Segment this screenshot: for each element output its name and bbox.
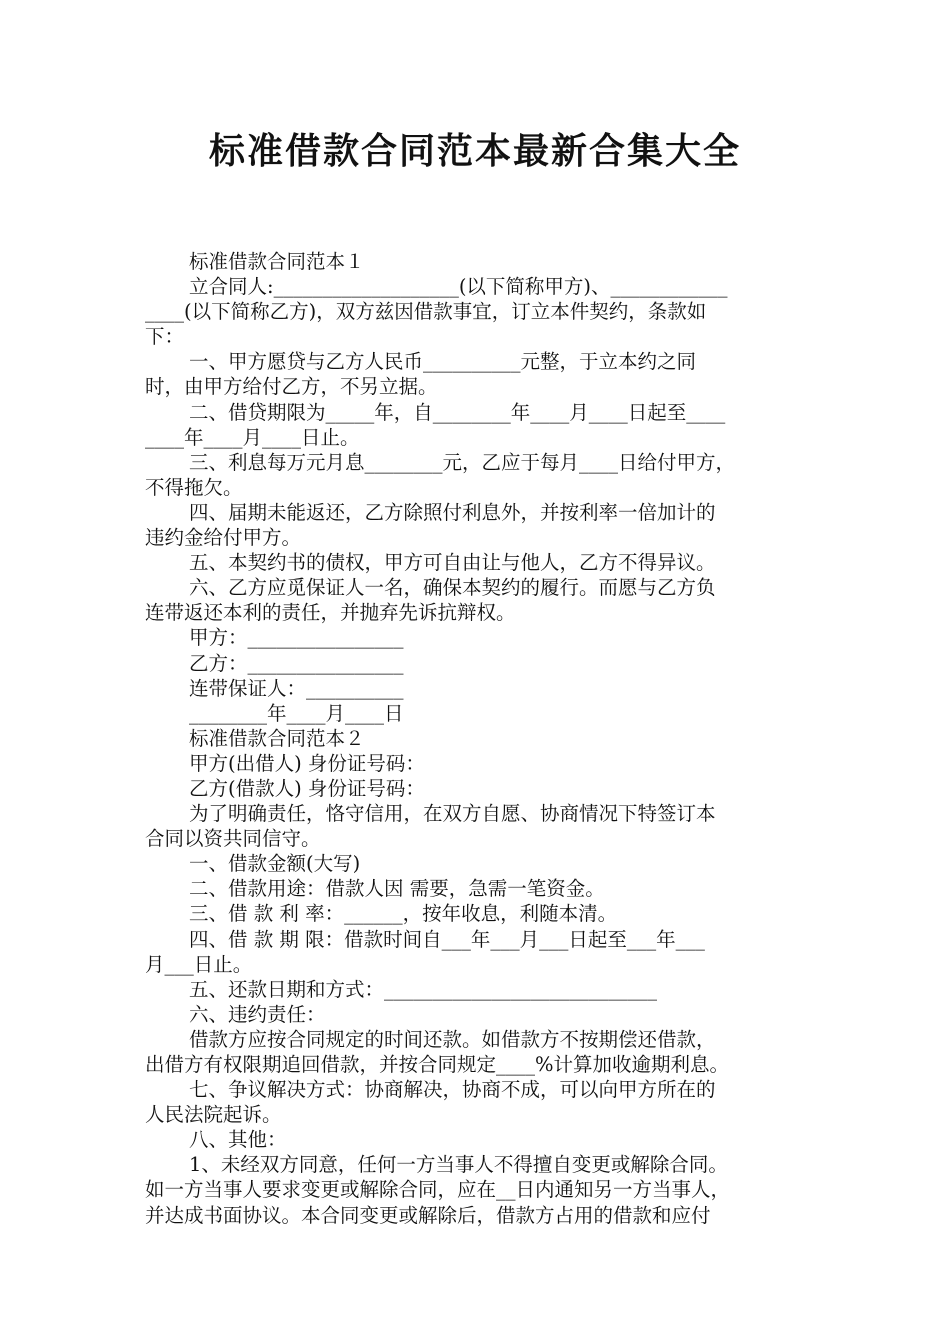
document-line: 立合同人:___________________(以下简称甲方)、____________ xyxy=(189,275,728,299)
document-line: 连带保证人：__________ xyxy=(189,676,404,700)
document-line: 三、利息每万元月息________元，乙应于每月____日给付甲方， xyxy=(189,450,736,474)
document-line: 五、本契约书的债权，甲方可自由让与他人，乙方不得异议。 xyxy=(189,551,716,575)
document-line: 乙方：________________ xyxy=(189,651,404,675)
document-line: 出借方有权限期追回借款，并按合同规定____%计算加收逾期利息。 xyxy=(145,1053,730,1076)
document-line: 甲方：________________ xyxy=(189,626,404,650)
document-line: 乙方(借款人) 身份证号码： xyxy=(189,776,425,800)
document-line: ________年____月____日 xyxy=(189,701,404,725)
document-body xyxy=(145,249,813,1228)
document-line: 一、借款金额(大写) xyxy=(189,852,361,876)
document-line: 一、甲方愿贷与乙方人民币__________元整，于立本约之同 xyxy=(189,350,697,374)
document-line: 借款方应按合同规定的时间还款。如借款方不按期偿还借款， xyxy=(189,1027,716,1051)
document-line: 八、其他： xyxy=(189,1128,287,1152)
document-line: 并达成书面协议。本合同变更或解除后，借款方占用的借款和应付 xyxy=(145,1203,711,1227)
document-line: 为了明确责任，恪守信用，在双方自愿、协商情况下特签订本 xyxy=(189,802,716,826)
document-line: 人民法院起诉。 xyxy=(145,1103,282,1127)
document-line: 四、届期未能返还，乙方除照付利息外，并按利率一倍加计的 xyxy=(189,500,716,524)
document-line: 六、乙方应觅保证人一名，确保本契约的履行。而愿与乙方负 xyxy=(189,576,716,600)
document-line: 下： xyxy=(145,325,185,349)
document-line: 甲方(出借人) 身份证号码： xyxy=(189,751,425,775)
document-line: 四、借 款 期 限：借款时间自___年___月___日起至___年___ xyxy=(189,927,705,951)
document-title: 标准借款合同范本最新合集大全 xyxy=(208,131,741,172)
document-line: 三、借 款 利 率：______，按年收息，利随本清。 xyxy=(189,902,618,926)
document-line: 违约金给付甲方。 xyxy=(145,526,302,550)
document-line: ____(以下简称乙方)，双方兹因借款事宜，订立本件契约，条款如 xyxy=(145,300,707,324)
document-line: 时，由甲方给付乙方，不另立据。 xyxy=(145,375,438,399)
document-line: 1、未经双方同意，任何一方当事人不得擅自变更或解除合同。 xyxy=(189,1153,728,1177)
document-line: 不得拖欠。 xyxy=(145,475,243,499)
document-line: 月___日止。 xyxy=(145,952,253,976)
document-line: ____年____月____日止。 xyxy=(145,425,360,449)
document-line: 连带返还本利的责任，并抛弃先诉抗辩权。 xyxy=(145,601,516,625)
document-line: 标准借款合同范本１ xyxy=(189,250,365,273)
document-line: 二、借款用途：借款人因 需要，急需一笔资金。 xyxy=(189,877,605,901)
document-line: 七、争议解决方式：协商解决，协商不成，可以向甲方所在的 xyxy=(189,1078,716,1102)
document-line: 如一方当事人要求变更或解除合同，应在__日内通知另一方当事人， xyxy=(145,1178,731,1202)
document-line: 六、违约责任： xyxy=(189,1002,326,1026)
document-line: 标准借款合同范本２ xyxy=(189,726,365,750)
document-line: 五、还款日期和方式：____________________________ xyxy=(189,977,658,1001)
document-line: 二、借贷期限为_____年，自________年____月____日起至____ xyxy=(189,400,726,424)
document-line: 合同以资共同信守。 xyxy=(145,827,321,851)
